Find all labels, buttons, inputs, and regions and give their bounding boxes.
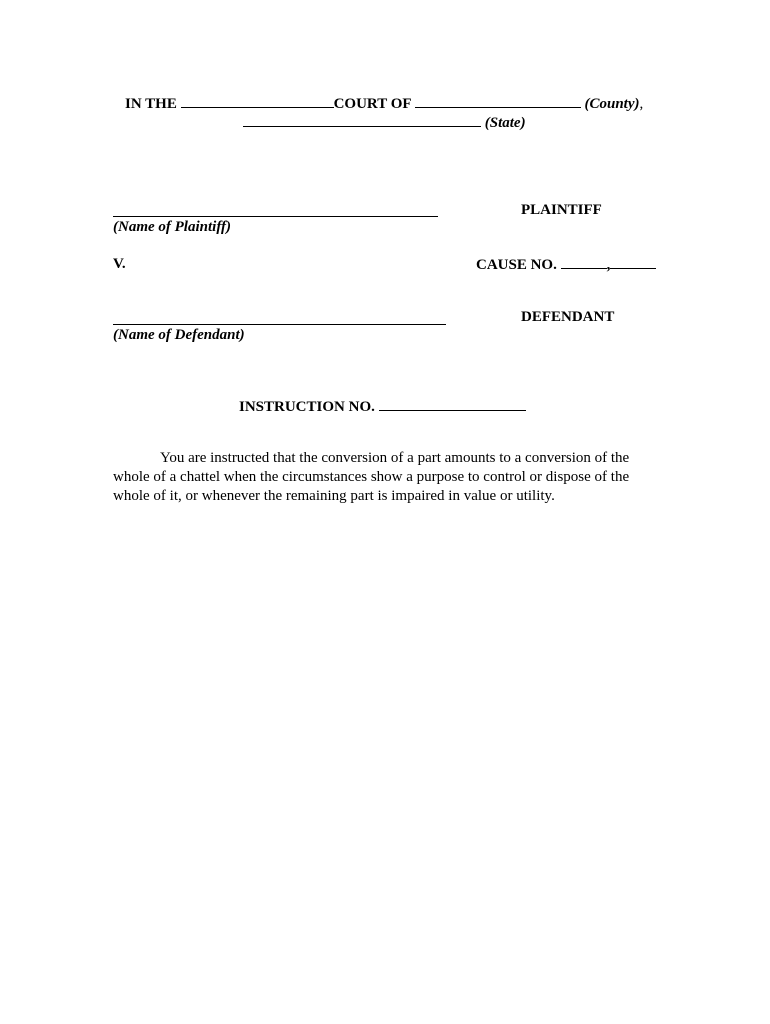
cause-no-separator: , bbox=[606, 257, 611, 273]
defendant-name-caption: (Name of Defendant) bbox=[113, 327, 245, 343]
county-blank[interactable] bbox=[415, 95, 581, 108]
plaintiff-name-line[interactable] bbox=[113, 216, 438, 217]
defendant-name-line[interactable] bbox=[113, 324, 446, 325]
cause-number-line bbox=[476, 256, 656, 274]
instruction-no-label: INSTRUCTION NO. bbox=[239, 399, 375, 415]
cause-no-label: CAUSE NO. bbox=[476, 257, 557, 273]
caption-comma: , bbox=[639, 96, 644, 112]
county-label: (County) bbox=[584, 96, 640, 112]
court-of-text: COURT OF bbox=[333, 96, 411, 112]
state-caption-line bbox=[243, 114, 526, 132]
cause-no-blank-1[interactable] bbox=[561, 256, 607, 269]
state-blank[interactable] bbox=[243, 114, 481, 127]
versus-text: V. bbox=[113, 256, 126, 272]
instruction-text: You are instructed that the conversion of a part amounts to a conversion of the whole of a chattel when the circumstances show a purpose to control or dispose of the whole of it, or whenever the remaining part is impaired in value or utility. bbox=[113, 450, 630, 504]
cause-no-blank-2[interactable] bbox=[610, 256, 656, 269]
defendant-label: DEFENDANT bbox=[521, 309, 615, 325]
instruction-paragraph bbox=[113, 449, 641, 506]
instruction-no-blank[interactable] bbox=[379, 398, 526, 411]
in-the-text: IN THE bbox=[125, 96, 177, 112]
instruction-heading bbox=[239, 398, 526, 416]
state-label: (State) bbox=[484, 115, 526, 131]
plaintiff-label: PLAINTIFF bbox=[521, 202, 602, 218]
court-caption-line bbox=[125, 95, 643, 113]
plaintiff-name-caption: (Name of Plaintiff) bbox=[113, 219, 232, 235]
court-name-blank[interactable] bbox=[181, 95, 334, 108]
